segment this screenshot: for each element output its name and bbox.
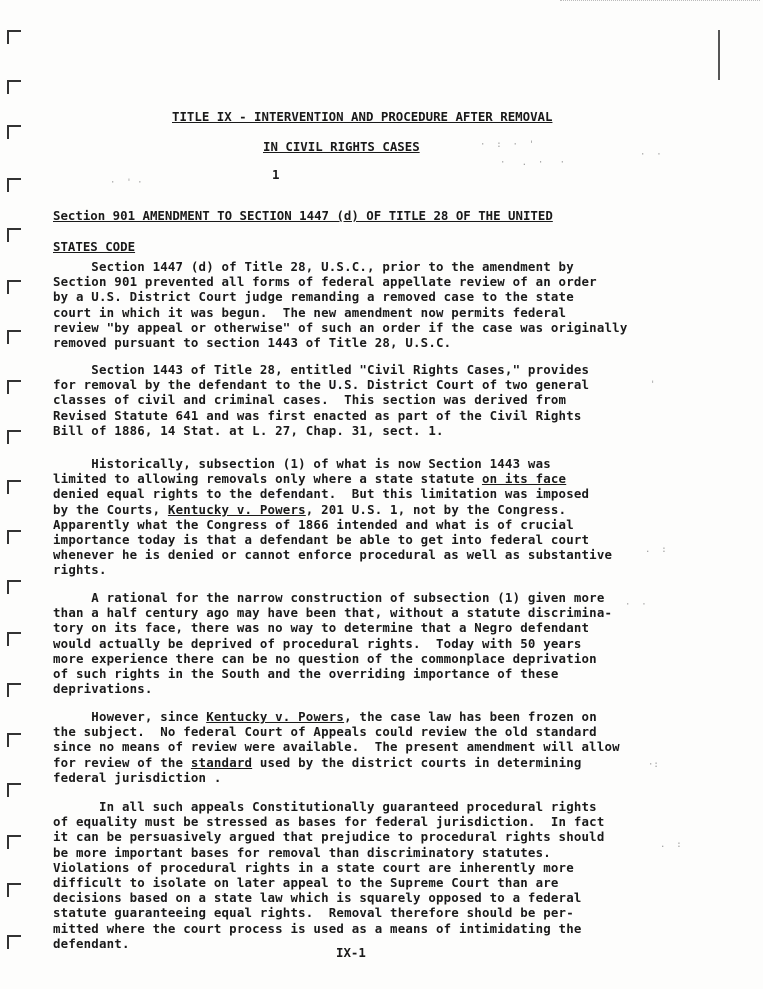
section-heading-line2: STATES CODE — [53, 239, 136, 254]
text-line: court in which it was begun. The new amendment now permits federal — [53, 304, 567, 320]
text-line: mitted where the court process is used as a means of intimidating the — [53, 920, 582, 936]
right-margin-rule — [718, 30, 720, 80]
section-heading-line1: Section 901 AMENDMENT TO SECTION 1447 (d) OF TITLE 28 OF THE UNITED — [53, 208, 553, 223]
text-fragment: , the case law has been frozen on — [344, 709, 597, 724]
margin-mark — [7, 480, 21, 494]
text-line: since no means of review were available. The present amendment will allow — [53, 739, 620, 755]
margin-mark — [7, 430, 21, 444]
text-line: Violations of procedural rights in a state court are inherently more — [53, 859, 574, 875]
text-line: decisions based on a state law which is squarely opposed to a federal — [53, 890, 582, 906]
text-line: In all such appeals Constitutionally guaranteed procedural rights — [53, 799, 597, 814]
margin-mark — [7, 80, 21, 94]
margin-mark — [7, 683, 21, 697]
text-line: importance today is that a defendant be able to get into federal court — [53, 532, 590, 548]
text-line: whenever he is denied or cannot enforce procedural as well as substantive — [53, 547, 613, 563]
underlined-word: standard — [190, 754, 253, 770]
text-line: than a half century ago may have been that, without a statute discrimina- — [53, 605, 613, 621]
text-line: Historically, subsection (1) of what is now Section 1443 was — [53, 456, 551, 471]
subtitle-number: 1 — [272, 167, 280, 182]
text-line: would actually be deprived of procedural rights. Today with 50 years — [53, 635, 582, 651]
paragraph-3 — [53, 456, 633, 578]
text-line: by a U.S. District Court judge remanding a removed case to the state — [53, 289, 574, 305]
text-line: Apparently what the Congress of 1866 intended and what is of crucial — [53, 516, 574, 532]
text-fragment: , 201 U.S. 1, not by the Congress. — [305, 501, 567, 517]
margin-mark — [7, 835, 21, 849]
text-line: Section 1447 (d) of Title 28, U.S.C., prior to the amendment by — [53, 259, 574, 274]
case-citation: Kentucky v. Powers — [167, 501, 306, 517]
text-fragment: However, since — [53, 709, 207, 724]
margin-mark — [7, 935, 21, 949]
paragraph-1 — [53, 259, 633, 350]
text-line: the subject. No federal Court of Appeals could review the old standard — [53, 724, 597, 740]
margin-mark — [7, 178, 21, 192]
text-line: limited to allowing removals only where a state statute — [53, 471, 482, 487]
margin-mark — [7, 530, 21, 544]
text-line: of such rights in the South and the overriding importance of these — [53, 666, 559, 682]
text-line: for removal by the defendant to the U.S. District Court of two general — [53, 377, 590, 393]
text-line: by the Courts, — [53, 501, 168, 517]
text-line: denied equal rights to the defendant. But this limitation was imposed — [53, 486, 590, 502]
text-line: difficult to isolate on later appeal to the Supreme Court than are — [53, 875, 559, 891]
text-line: federal jurisdiction . — [53, 769, 222, 785]
text-line: A rational for the narrow construction of subsection (1) given more — [53, 590, 605, 605]
text-line: Revised Statute 641 and was first enacted as part of the Civil Rights — [53, 407, 582, 423]
document-subtitle: IN CIVIL RIGHTS CASES — [263, 139, 420, 154]
text-line: of equality must be stressed as bases for federal jurisdiction. In fact — [53, 814, 605, 830]
margin-mark — [7, 783, 21, 797]
margin-mark — [7, 580, 21, 594]
text-line: removed pursuant to section 1443 of Title 28, U.S.C. — [53, 335, 452, 351]
text-line: it can be persuasively argued that prejudice to procedural rights should — [53, 829, 605, 845]
text-line: Section 1443 of Title 28, entitled "Civil Rights Cases," provides — [53, 362, 590, 377]
text-line: statute guaranteeing equal rights. Removal therefore should be per- — [53, 905, 574, 921]
margin-mark — [7, 280, 21, 294]
page-number: IX-1 — [336, 945, 366, 960]
text-line: Bill of 1886, 14 Stat. at L. 27, Chap. 31, sect. 1. — [53, 422, 444, 438]
margin-mark — [7, 380, 21, 394]
paragraph-5 — [53, 709, 633, 785]
document-title: TITLE IX - INTERVENTION AND PROCEDURE AFTER REMOVAL — [172, 109, 553, 124]
text-line: Section 901 prevented all forms of federal appellate review of an order — [53, 274, 597, 290]
document-page: · : · ' · . · · · ' · · · ' . : · · ·: . : TITLE IX - INTERVENTION AND PROCEDURE AFTER REMOVAL IN CIVIL RIGHTS CASES 1 Section 901 AMENDMENT TO SECTION 1447 (d) OF TITLE 28 OF THE UNITED STATES CODE Section 1447 (d) of Title 28, U.S.C., prior to the amendment by Section 901 prevented all forms of federal appellate review of an order by a U.S. District Court judge remanding a removed case to the state court in which it was begun. The new amendment now permits federal review "by appeal or otherwise" of such an order if the case was originally removed pursuant to section 1443 of Title 28, U.S.C. Section 1443 of Title 28, entitled "Civil Rights Cases," provides for removal by the defendant to the U.S. District Court of two general classes of civil and criminal cases. This section was derived from Revised Statute 641 and was first enacted as part of the Civil Rights Bill of 1886, 14 Stat. at L. 27, Chap. 31, sect. 1. Historically, subsection (1) of what is now Section 1443 was limited to allowing removals only where a state statute on its face denied equal rights to the defendant. But this limitation was imposed by the Courts, Kentucky v. Powers, 201 U.S. 1, not by the Congress. Apparently what the Congress of 1866 intended and what is of crucial importance today is that a defendant be able to get into federal court whenever he is denied or cannot enforce procedural as well as substantive rights. A rational for the narrow construction of subsection (1) given more than a half century ago may have been that, without a statute discrimina- tory on its face, there was no way to determine that a Negro defendant would actually be deprived of procedural rights. Today with 50 years more experience there can be no question of the commonplace deprivation of such rights in the South and the overriding importance of these deprivations. However, since Kentucky v. Powers, the case law has been frozen on the subject. No federal Court of Appeals could review the old standard since no means of review were available. The present amendment will allow for review of the standard used by the district courts in determining federal jurisdiction . In all such appeals Constitutionally guaranteed procedural rights of equality must be stressed as bases for federal jurisdiction. In fact it can be persuasively argued that prejudice to procedural rights should be more important bases for removal than discriminatory statutes. Violations of procedural rights in a state court are inherently more difficult to isolate on later appeal to the Supreme Court than are decisions based on a state law which is squarely opposed to a federal statute guaranteeing equal rights. Removal therefore should be per- mitted where the court process is used as a means of intimidating the defendant. IX-1 — [0, 0, 763, 989]
text-line: rights. — [53, 562, 107, 578]
margin-mark — [7, 125, 21, 139]
text-fragment: for review of the — [53, 754, 191, 770]
margin-mark — [7, 733, 21, 747]
paragraph-4 — [53, 590, 633, 696]
section-heading — [53, 200, 553, 262]
top-border-dots — [560, 0, 760, 1]
margin-mark — [7, 632, 21, 646]
text-fragment: used by the district courts in determining — [252, 754, 582, 770]
text-line: deprivations. — [53, 681, 153, 697]
margin-mark — [7, 883, 21, 897]
text-line: be more important bases for removal than discriminatory statutes. — [53, 844, 551, 860]
text-line: tory on its face, there was no way to determine that a Negro defendant — [53, 620, 590, 636]
text-line: classes of civil and criminal cases. This section was derived from — [53, 392, 567, 408]
text-line: review "by appeal or otherwise" of such an order if the case was originally — [53, 319, 628, 335]
margin-mark — [7, 228, 21, 242]
underlined-phrase: on its face — [481, 471, 567, 487]
paragraph-2 — [53, 362, 633, 438]
text-line: defendant. — [53, 935, 130, 951]
margin-mark — [7, 30, 21, 44]
case-citation: Kentucky v. Powers — [206, 709, 345, 724]
paragraph-6 — [53, 799, 633, 951]
text-line: more experience there can be no question of the commonplace deprivation — [53, 650, 597, 666]
margin-mark — [7, 330, 21, 344]
